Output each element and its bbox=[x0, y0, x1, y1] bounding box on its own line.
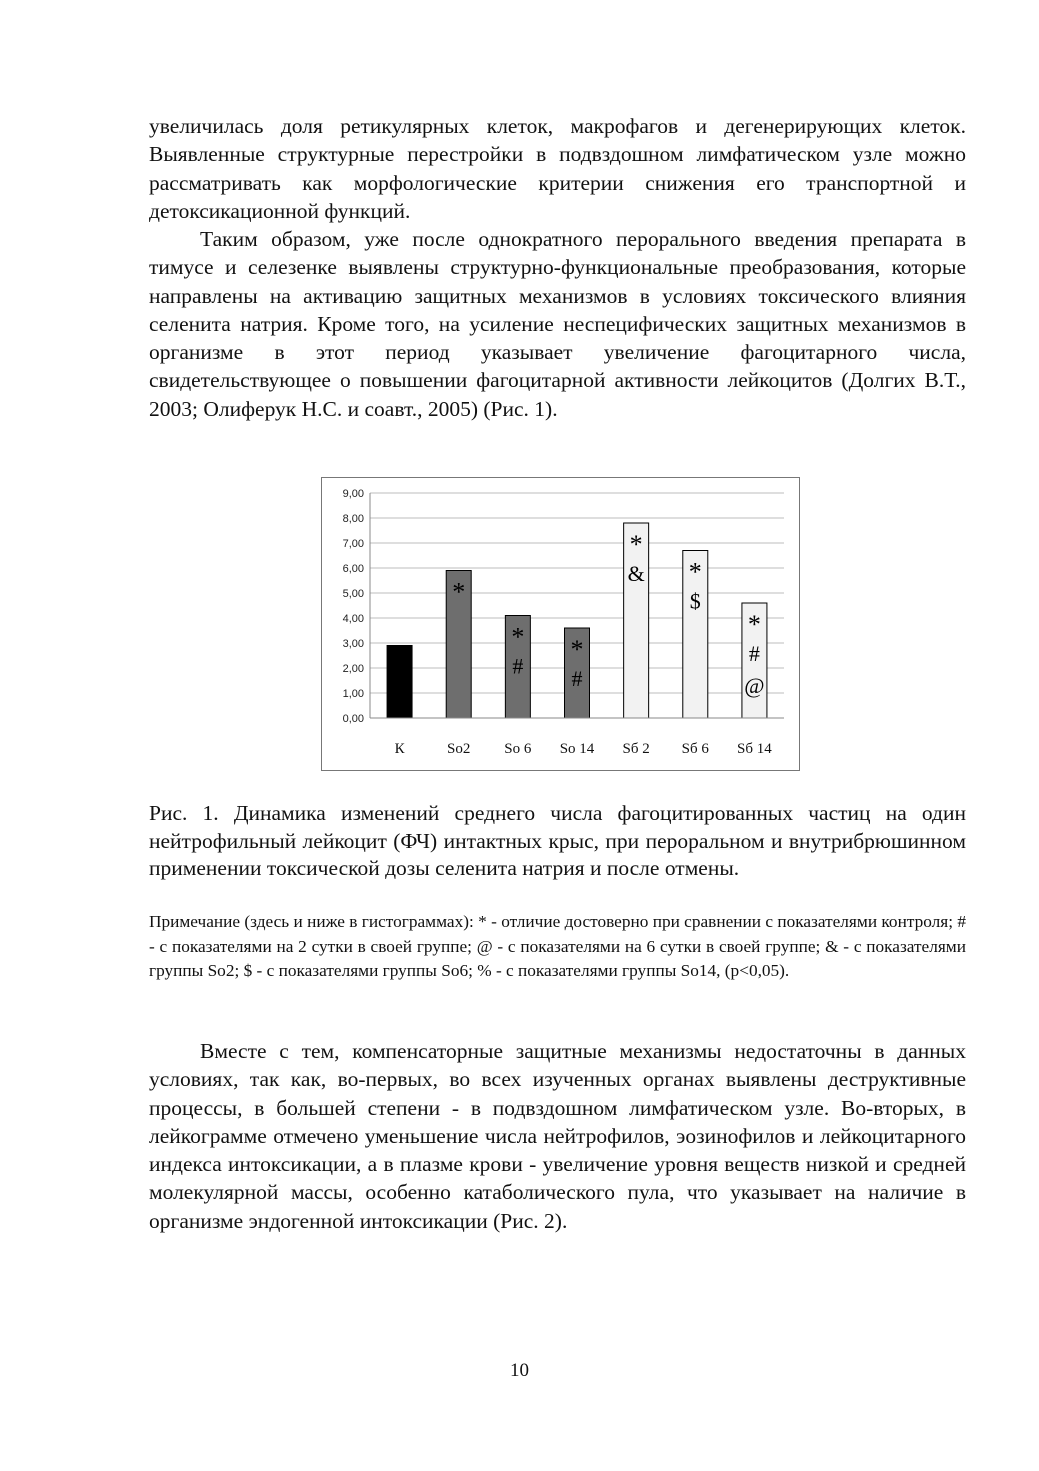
x-category-label: So2 bbox=[447, 741, 471, 757]
y-tick-label: 3,00 bbox=[342, 638, 364, 650]
y-tick-label: 8,00 bbox=[342, 513, 364, 525]
figure-note: Примечание (здесь и ниже в гистограммах): * - отличие достоверно при сравнении с показателями контроля; # - с показателями на 2 сутки в своей группе; @ - с показателями на 6 сутки в своей группе; & - с показателями группы So2; $ - с показателями группы So6; % - с показателями группы So14, (p<0,05). bbox=[149, 912, 966, 980]
y-tick-label: 2,00 bbox=[342, 663, 364, 675]
paragraph-1: увеличилась доля ретикулярных клеток, макрофагов и дегенерирующих клеток. Выявленные структурные перестройки в подвздошном лимфатическом узле можно рассматривать как морфологические критерии снижения его транспортной и детоксикационной функций. bbox=[149, 114, 966, 223]
bar-chart bbox=[322, 478, 798, 769]
significance-marker: * bbox=[688, 557, 702, 587]
significance-marker: * bbox=[511, 622, 525, 652]
paragraph-3: Вместе с тем, компенсаторные защитные механизмы недостаточны в данных условиях, так как, во-первых, во всех изученных органах выявлены деструктивные процессы, в большей степени - в подвздошном лимфатическом узле. Во-вторых, в лейкограмме отмечено уменьшение числа нейтрофилов, эозинофилов и лейкоцитарного индекса интоксикации, а в плазме крови - увеличение уровня веществ низкой и средней молекулярной массы, особенно катаболического пула, что указывает на наличие в организме эндогенной интоксикации (Рис. 2). bbox=[149, 1039, 966, 1233]
x-category-label: К bbox=[394, 741, 405, 757]
significance-marker: $ bbox=[689, 588, 701, 614]
y-tick-label: 6,00 bbox=[342, 563, 364, 575]
significance-marker: & bbox=[627, 561, 645, 586]
significance-marker: # bbox=[512, 653, 524, 679]
significance-marker: * bbox=[452, 577, 466, 607]
figure-caption: Рис. 1. Динамика изменений среднего числа фагоцитированных частиц на один нейтрофильный лейкоцит (ФЧ) интактных крыс, при пероральном и внутрибрюшинном применении токсической дозы селенита натрия и после отмены. bbox=[149, 801, 966, 880]
x-category-label: Sб 6 bbox=[681, 741, 709, 757]
y-tick-label: 0,00 bbox=[342, 713, 364, 725]
x-category-label: Sб 2 bbox=[622, 741, 650, 757]
y-tick-label: 9,00 bbox=[342, 488, 364, 500]
significance-marker: # bbox=[571, 666, 583, 691]
y-tick-label: 7,00 bbox=[342, 538, 364, 550]
bar-1 bbox=[387, 646, 412, 719]
figure-1-chart bbox=[321, 477, 800, 771]
significance-marker: * bbox=[570, 635, 584, 664]
y-tick-label: 4,00 bbox=[342, 613, 364, 625]
significance-marker: @ bbox=[744, 673, 765, 698]
significance-marker: * bbox=[629, 530, 643, 559]
page-number: 10 bbox=[510, 1360, 529, 1381]
y-tick-label: 1,00 bbox=[342, 688, 364, 700]
y-tick-label: 5,00 bbox=[342, 588, 364, 600]
x-category-label: So 14 bbox=[559, 741, 595, 757]
paragraph-2: Таким образом, уже после однократного перорального введения препарата в тимусе и селезенке выявлены структурно-функциональные преобразования, которые направлены на активацию защитных механизмов в условиях токсического влияния селенита натрия. Кроме того, на усиление неспецифических защитных механизмов в организме в этот период указывает увеличение фагоцитарного числа, свидетельствующее о повышении фагоцитарной активности лейкоцитов (Долгих В.Т., 2003; Олиферук Н.С. и соавт., 2005) (Рис. 1). bbox=[149, 227, 966, 421]
x-category-label: So 6 bbox=[504, 741, 532, 757]
x-category-label: Sб 14 bbox=[737, 741, 772, 757]
significance-marker: * bbox=[747, 610, 761, 639]
significance-marker: # bbox=[748, 641, 760, 666]
